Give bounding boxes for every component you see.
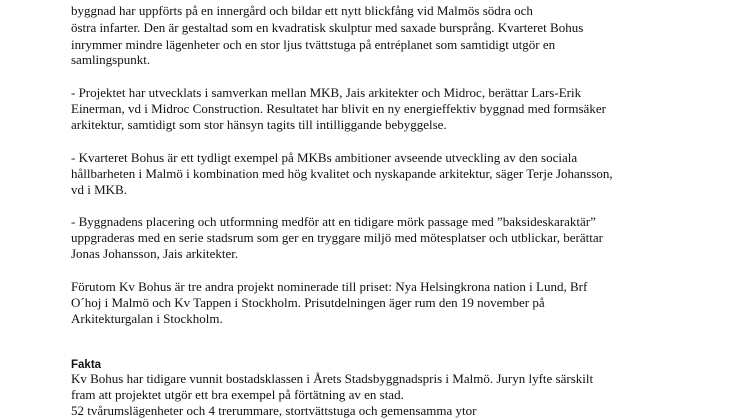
text-line: 52 tvårumslägenheter och 4 trerummare, stortvättstuga och gemensamma ytor xyxy=(71,403,477,418)
text-line: - Byggnadens placering och utformning medför att en tidigare mörk passage med ”baksideskaraktär” xyxy=(71,214,596,229)
text-line: inrymmer mindre lägenheter och en stor ljus tvättstuga på entréplanet som samtidigt utgör en xyxy=(71,37,556,52)
text-line: Einerman, vd i Midroc Construction. Resultatet har blivit en ny energieffektiv byggnad med formsäker xyxy=(71,101,606,116)
text-line: Arkitekturgalan i Stockholm. xyxy=(71,311,223,326)
text-line: Jonas Johansson, Jais arkitekter. xyxy=(71,246,239,261)
text-line: Förutom Kv Bohus är tre andra projekt nominerade till priset: Nya Helsingkrona nation i Lund, Brf xyxy=(71,279,588,294)
text-line: vd i MKB. xyxy=(71,182,127,197)
text-line: - Kvarteret Bohus är ett tydligt exempel på MKBs ambitioner avseende utveckling av den sociala xyxy=(71,150,578,165)
text-line: arkitektur, samtidigt som stor hänsyn tagits till intilliggande bebyggelse. xyxy=(71,117,447,132)
text-line: Kv Bohus har tidigare vunnit bostadsklassen i Årets Stadsbyggnadspris i Malmö. Juryn lyfte särskilt xyxy=(71,371,594,386)
fakta-heading: Fakta xyxy=(71,359,102,371)
text-line: - Projektet har utvecklats i samverkan mellan MKB, Jais arkitekter och Midroc, berättar Lars-Erik xyxy=(71,85,582,100)
text-line: O´hoj i Malmö och Kv Tappen i Stockholm. Prisutdelningen äger rum den 19 november på xyxy=(71,295,545,310)
text-line: fram att projektet utgör ett bra exempel på förtätning av en stad. xyxy=(71,387,404,402)
text-line: byggnad har uppförts på en innergård och bildar ett nytt blickfång vid Malmös södra och xyxy=(71,3,533,18)
text-line: samlingspunkt. xyxy=(71,52,151,67)
text-line: uppgraderas med en serie stadsrum som ger en tryggare miljö med mötesplatser och utblickar, berättar xyxy=(71,230,603,245)
text-line: östra infarter. Den är gestaltad som en kvadratisk skulptur med saxade bursprång. Kvarteret Bohus xyxy=(71,20,584,35)
text-line: hållbarheten i Malmö i kombination med hög kvalitet och nyskapande arkitektur, säger Terje Johansson, xyxy=(71,166,613,181)
